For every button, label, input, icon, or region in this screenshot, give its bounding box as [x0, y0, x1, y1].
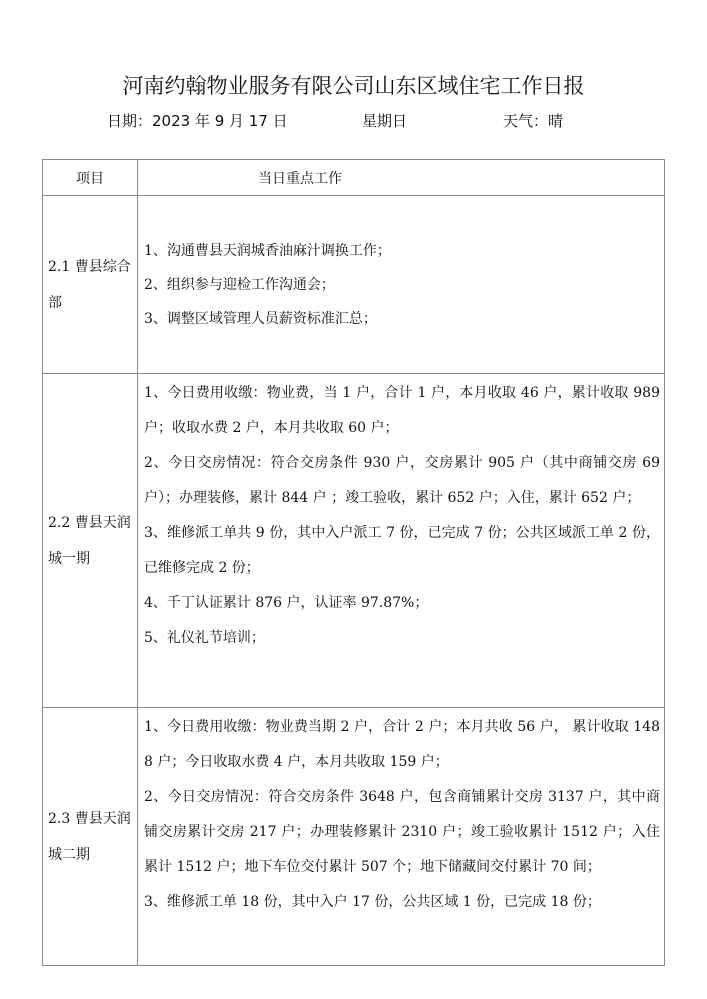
- table-row: [43, 196, 665, 374]
- project-cell: [43, 374, 138, 708]
- report-weather: 天气：晴: [503, 112, 564, 130]
- project-label: 2.2 曹县天润城一期: [48, 514, 131, 567]
- work-item: 3、维修派工单 18 份，其中入户 17 份，公共区域 1 份，已完成 18 份；: [144, 894, 601, 910]
- work-item: 3、调整区域管理人员薪资标准汇总；: [144, 310, 377, 327]
- work-item: 2、组织参与迎检工作沟通会；: [144, 276, 335, 293]
- project-label: 2.3 曹县天润城二期: [48, 810, 131, 863]
- work-item: 5、礼仪礼节培训；: [144, 630, 265, 646]
- work-item: 1、今日费用收缴：物业费，当 1 户，合计 1 户，本月收取 46 户，累计收取 989 户；收取水费 2 户，本月共收取 60 户；: [144, 385, 660, 436]
- project-label: 2.1 曹县综合部: [48, 258, 131, 311]
- report-title: 河南约翰物业服务有限公司山东区域住宅工作日报: [122, 74, 585, 98]
- table-row: [43, 374, 665, 708]
- report-weekday: 星期日: [362, 112, 408, 130]
- project-cell: [43, 708, 138, 966]
- work-item: 2、今日交房情况：符合交房条件 930 户，交房累计 905 户（其中商铺交房 69 户）；办理装修，累计 844 户 ；竣工验收，累计 652 户；入住，累计 652 户；: [144, 455, 660, 506]
- work-cell: [138, 196, 665, 374]
- column-header-project: 项目: [43, 160, 138, 196]
- column-header-daily-work: 当日重点工作: [138, 160, 665, 196]
- project-cell: [43, 196, 138, 374]
- work-item: 3、维修派工单共 9 份，其中入户派工 7 份，已完成 7 份；公共区域派工单 2 份，已维修完成 2 份；: [144, 525, 660, 576]
- table-row: [43, 708, 665, 966]
- report-date: 日期：2023 年 9 月 17 日: [107, 112, 288, 130]
- table-header-row: [43, 160, 665, 196]
- work-cell: [138, 374, 665, 708]
- daily-report-table: [42, 159, 665, 966]
- work-cell: [138, 708, 665, 966]
- work-item: 4、千丁认证累计 876 户，认证率 97.87%；: [144, 595, 429, 611]
- work-item: 2、今日交房情况：符合交房条件 3648 户，包含商铺累计交房 3137 户，其中商铺交房累计交房 217 户；办理装修累计 2310 户；竣工验收累计 1512 户；入住累计 1512 户；地下车位交付累计 507 个；地下储藏间交付累计 70 间；: [144, 789, 660, 875]
- work-item: 1、沟通曹县天润城香油麻汁调换工作；: [144, 242, 391, 259]
- work-item: 1、今日费用收缴：物业费当期 2 户，合计 2 户；本月共收 56 户， 累计收取 1488 户；今日收取水费 4 户，本月共收取 159 户；: [144, 719, 660, 770]
